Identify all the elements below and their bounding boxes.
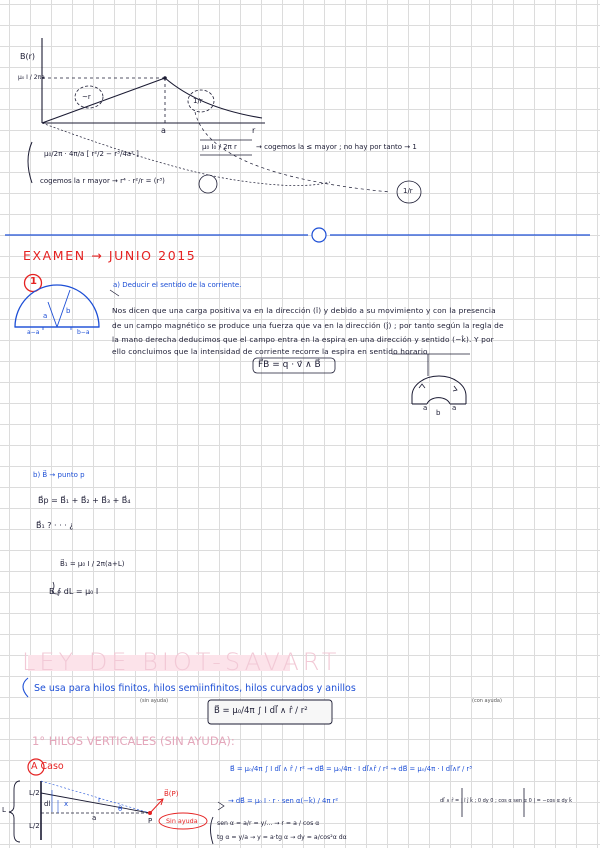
problem-number: 1 — [30, 276, 37, 287]
biot-savart-title: LEY DE BIOT-SAVART — [22, 648, 341, 676]
semicircle-label-right: a — [452, 404, 457, 412]
part-a-text-line-1: Nos dicen que una carga positiva va en la dirección (î) y debido a su movimiento y con la presencia — [112, 306, 496, 315]
case-label-half-top: L/2 — [29, 789, 40, 797]
graph-y-tick: μ₀ I / 2πa — [18, 74, 45, 81]
part-a-text-line-2: de un campo magnético se produce una fuerza que va en la dirección (ĵ) ; por tanto según la regla de — [112, 321, 504, 330]
biot-sub-equation-1: sen α = a/r = y/... → r = a / cos α — [217, 820, 320, 827]
case-annotation-dl: dl — [44, 800, 51, 808]
case-label-L: L — [2, 806, 6, 814]
case-annotation-a: a — [92, 814, 97, 822]
inner-formula: μ₀/2π · 4π/a [ r²/2 − r³/4a² ] — [44, 150, 139, 158]
lorentz-formula: F⃗B = q · v⃗ ∧ B⃗ — [258, 360, 321, 370]
outer-note: → cogemos la ≤ mayor ; no hay por tanto → 1 — [256, 143, 417, 151]
part-b-label: b) B⃗ → punto p — [33, 471, 85, 479]
case-annotation-x: x — [64, 800, 69, 808]
biot-main-formula: B⃗ = μ₀/4π ∫ I dl⃗ ∧ r̂ / r² — [214, 706, 308, 716]
part-b-line-3: B⃗₁ = μ₀ I / 2π(a+L) — [60, 560, 125, 568]
biot-sub-equation-2: tg α = y/a → y = a·tg α → dy = a/cos²α dα — [217, 834, 347, 841]
circled-inverse-r: 1/r — [403, 187, 413, 195]
exam-title: EXAMEN → JUNIO 2015 — [23, 248, 197, 263]
part-b-line-4: B ∮ dL = μ₀ I — [49, 587, 99, 596]
graph-y-axis-label: B(r) — [20, 52, 36, 61]
graph-x-tick: a — [161, 126, 166, 135]
sin-ayuda-note: Sin ayuda — [166, 817, 198, 825]
graph-inner-label: ~r — [82, 93, 91, 101]
biot-intro-sub-right: (con ayuda) — [472, 698, 502, 704]
part-b-line-1: B⃗p = B⃗₁ + B⃗₂ + B⃗₃ + B⃗₄ — [38, 496, 131, 505]
semicircle-label-left: a — [423, 404, 428, 412]
part-a-text-line-4: ello concluimos que la intensidad de corriente recorre la espira en sentido horario — [112, 347, 428, 356]
graph-x-axis-label: r — [252, 126, 256, 135]
fig-label-a: a — [43, 312, 48, 320]
case-label: A Caso — [31, 761, 64, 772]
fig-label-b: b — [66, 307, 71, 315]
biot-cross-product: dl⃗ ∧ r̂ = | î ĵ k̂ ; 0 dy 0 ; cos α sen α 0 | = −cos α dy k̂ — [440, 798, 573, 804]
inner-note: cogemos la r mayor → r⁴ · r²/r = (r³) — [40, 177, 165, 185]
graph-outer-label: 1/r — [193, 97, 203, 105]
outer-formula: μ₀ I₀ / 2π r — [202, 143, 237, 151]
semicircle-label-center: b — [436, 409, 441, 417]
part-b-line-2: B⃗₁ ? · · · ¿ — [36, 521, 74, 530]
case-annotation-r: r — [98, 796, 101, 804]
hilos-verticales-heading: 1° HILOS VERTICALES (SIN AYUDA): — [32, 734, 235, 748]
biot-equation-row-2: → dB⃗ = μ₀ I · r · sen α(−k̂) / 4π r² — [228, 797, 339, 805]
case-label-half-bottom: L/2 — [29, 822, 40, 830]
biot-equation-row-1: B⃗ = μ₀/4π ∫ I dl⃗ ∧ r̂ / r² → dB⃗ = μ₀/4π · I dl⃗∧r̂ / r² → dB⃗ = μ₀/4π · I dl⃗∧r⃗ / r³ — [230, 765, 472, 773]
fig-label-right: b−a — [77, 329, 90, 336]
case-point-field: B⃗(P) — [164, 790, 179, 798]
biot-intro-sub-left: (sin ayuda) — [140, 698, 169, 704]
part-a-text-line-3: la mano derecha deducimos que el campo entra en la espira en una dirección y sentido (−k̂). Y por — [112, 335, 494, 344]
biot-intro: Se usa para hilos finitos, hilos semiinfinitos, hilos curvados y anillos — [34, 683, 356, 694]
case-annotation-theta: θ — [118, 805, 123, 813]
fig-label-left: a−a — [27, 329, 40, 336]
case-point-label: P — [148, 817, 153, 825]
part-a-label: a) Deducir el sentido de la corriente. — [113, 281, 242, 289]
